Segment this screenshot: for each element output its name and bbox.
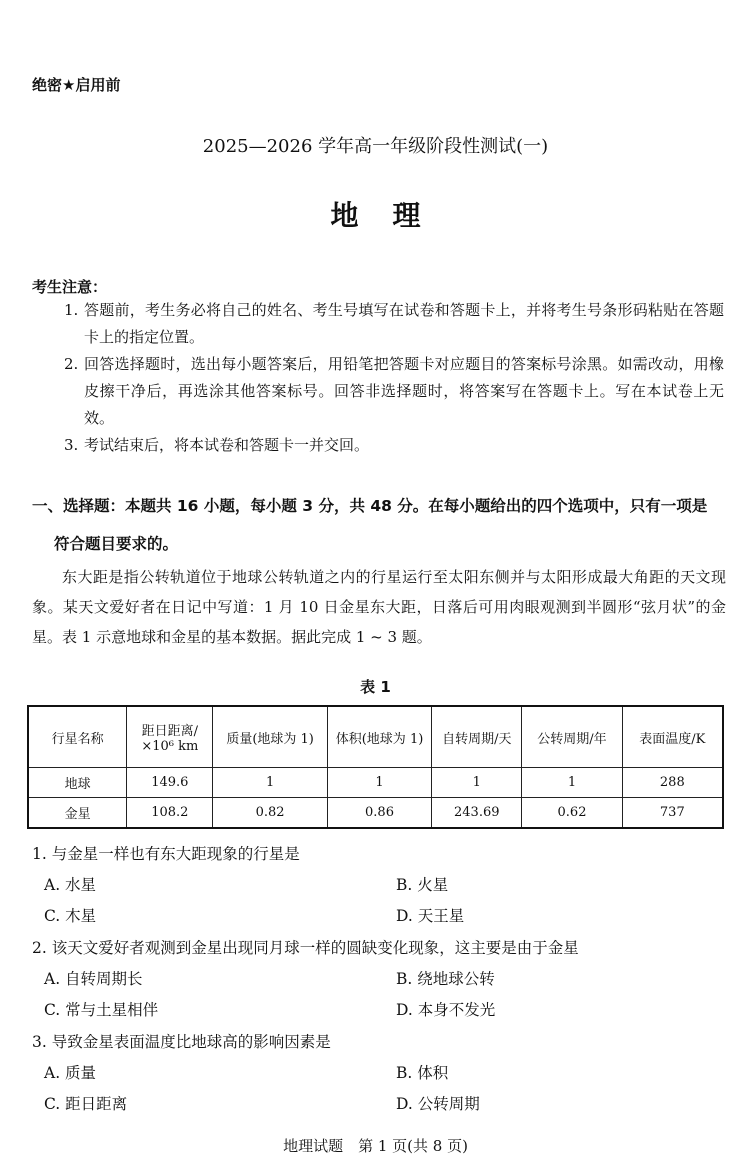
table-cell: 1 bbox=[327, 768, 431, 798]
answer-option: D. 天王星 bbox=[396, 907, 465, 925]
confidential-label: 绝密★启用前 bbox=[32, 76, 121, 94]
table-cell: 737 bbox=[622, 798, 723, 829]
table-cell: 1 bbox=[432, 768, 522, 798]
notice-item bbox=[64, 432, 724, 459]
answer-option: B. 火星 bbox=[396, 876, 449, 894]
table-header-row bbox=[28, 706, 723, 768]
table-cell: 金星 bbox=[28, 798, 127, 829]
planet-data-table bbox=[27, 705, 724, 829]
column-header: 体积(地球为 1) bbox=[327, 706, 431, 768]
table-cell: 288 bbox=[622, 768, 723, 798]
answer-option: B. 体积 bbox=[396, 1064, 449, 1082]
table-cell: 243.69 bbox=[432, 798, 522, 829]
table-cell: 1 bbox=[213, 768, 327, 798]
table-cell: 地球 bbox=[28, 768, 127, 798]
question-stem: 3. 导致金星表面温度比地球高的影响因素是 bbox=[32, 1033, 331, 1051]
question-stem: 2. 该天文爱好者观测到金星出现同月球一样的圆缺变化现象，这主要是由于金星 bbox=[32, 939, 579, 957]
notice-item-text: 答题前，考生务必将自己的姓名、考生号填写在试卷和答题卡上，并将考生号条形码粘贴在答题卡上的指定位置。 bbox=[84, 301, 724, 346]
table-cell: 0.62 bbox=[522, 798, 622, 829]
notice-item-number: 3. bbox=[64, 436, 79, 454]
notice-item bbox=[64, 351, 724, 432]
notice-item bbox=[64, 297, 724, 351]
exam-title: 2025—2026 学年高一年级阶段性测试(一) bbox=[202, 136, 549, 157]
table-cell: 0.86 bbox=[327, 798, 431, 829]
answer-option: B. 绕地球公转 bbox=[396, 970, 495, 988]
answer-option: D. 本身不发光 bbox=[396, 1001, 496, 1019]
answer-option: A. 水星 bbox=[44, 876, 97, 894]
notice-item-number: 1. bbox=[64, 301, 79, 319]
column-header: 质量(地球为 1) bbox=[213, 706, 327, 768]
column-header: 行星名称 bbox=[28, 706, 127, 768]
table-row bbox=[28, 768, 723, 798]
table-cell: 0.82 bbox=[213, 798, 327, 829]
answer-option: C. 木星 bbox=[44, 907, 97, 925]
section-heading bbox=[32, 487, 732, 563]
column-header-line2: ×10⁶ km bbox=[141, 739, 199, 754]
notice-title: 考生注意： bbox=[32, 278, 108, 296]
column-header-line1: 距日距离/ bbox=[141, 724, 199, 739]
table-cell: 149.6 bbox=[127, 768, 213, 798]
column-header: 公转周期/年 bbox=[522, 706, 622, 768]
reading-passage: 东大距是指公转轨道位于地球公转轨道之内的行星运行至太阳东侧并与太阳形成最大角距的天文现象。某天文爱好者在日记中写道：1 月 10 日金星东大距，日落后可用肉眼观测到半圆形“弦月状”的金星。表 1 示意地球和金星的基本数据。据此完成 1 ~ 3 题。 bbox=[32, 568, 726, 646]
page-footer: 地理试题 第 1 页(共 8 页) bbox=[283, 1137, 468, 1155]
answer-option: C. 常与土星相伴 bbox=[44, 1001, 159, 1019]
answer-option: C. 距日距离 bbox=[44, 1095, 128, 1113]
subject-title: 地理 bbox=[330, 199, 455, 232]
table-cell: 1 bbox=[522, 768, 622, 798]
notice-item-text: 考试结束后，将本试卷和答题卡一并交回。 bbox=[84, 436, 370, 454]
section-heading-line2: 符合题目要求的。 bbox=[54, 535, 179, 553]
notice-item-text: 回答选择题时，选出每小题答案后，用铅笔把答题卡对应题目的答案标号涂黑。如需改动，用橡皮擦干净后，再选涂其他答案标号。回答非选择题时，将答案写在答题卡上。写在本试卷上无效。 bbox=[84, 355, 724, 427]
table-title: 表 1 bbox=[360, 678, 391, 696]
column-header: 自转周期/天 bbox=[432, 706, 522, 768]
answer-option: D. 公转周期 bbox=[396, 1095, 480, 1113]
notice-item-number: 2. bbox=[64, 355, 79, 373]
column-header: 表面温度/K bbox=[622, 706, 723, 768]
column-header bbox=[127, 706, 213, 768]
answer-option: A. 自转周期长 bbox=[44, 970, 143, 988]
table-cell: 108.2 bbox=[127, 798, 213, 829]
table-row bbox=[28, 798, 723, 829]
answer-option: A. 质量 bbox=[44, 1064, 97, 1082]
section-heading-line1: 一、选择题：本题共 16 小题，每小题 3 分，共 48 分。在每小题给出的四个选项中，只有一项是 bbox=[32, 497, 708, 515]
question-stem: 1. 与金星一样也有东大距现象的行星是 bbox=[32, 845, 300, 863]
